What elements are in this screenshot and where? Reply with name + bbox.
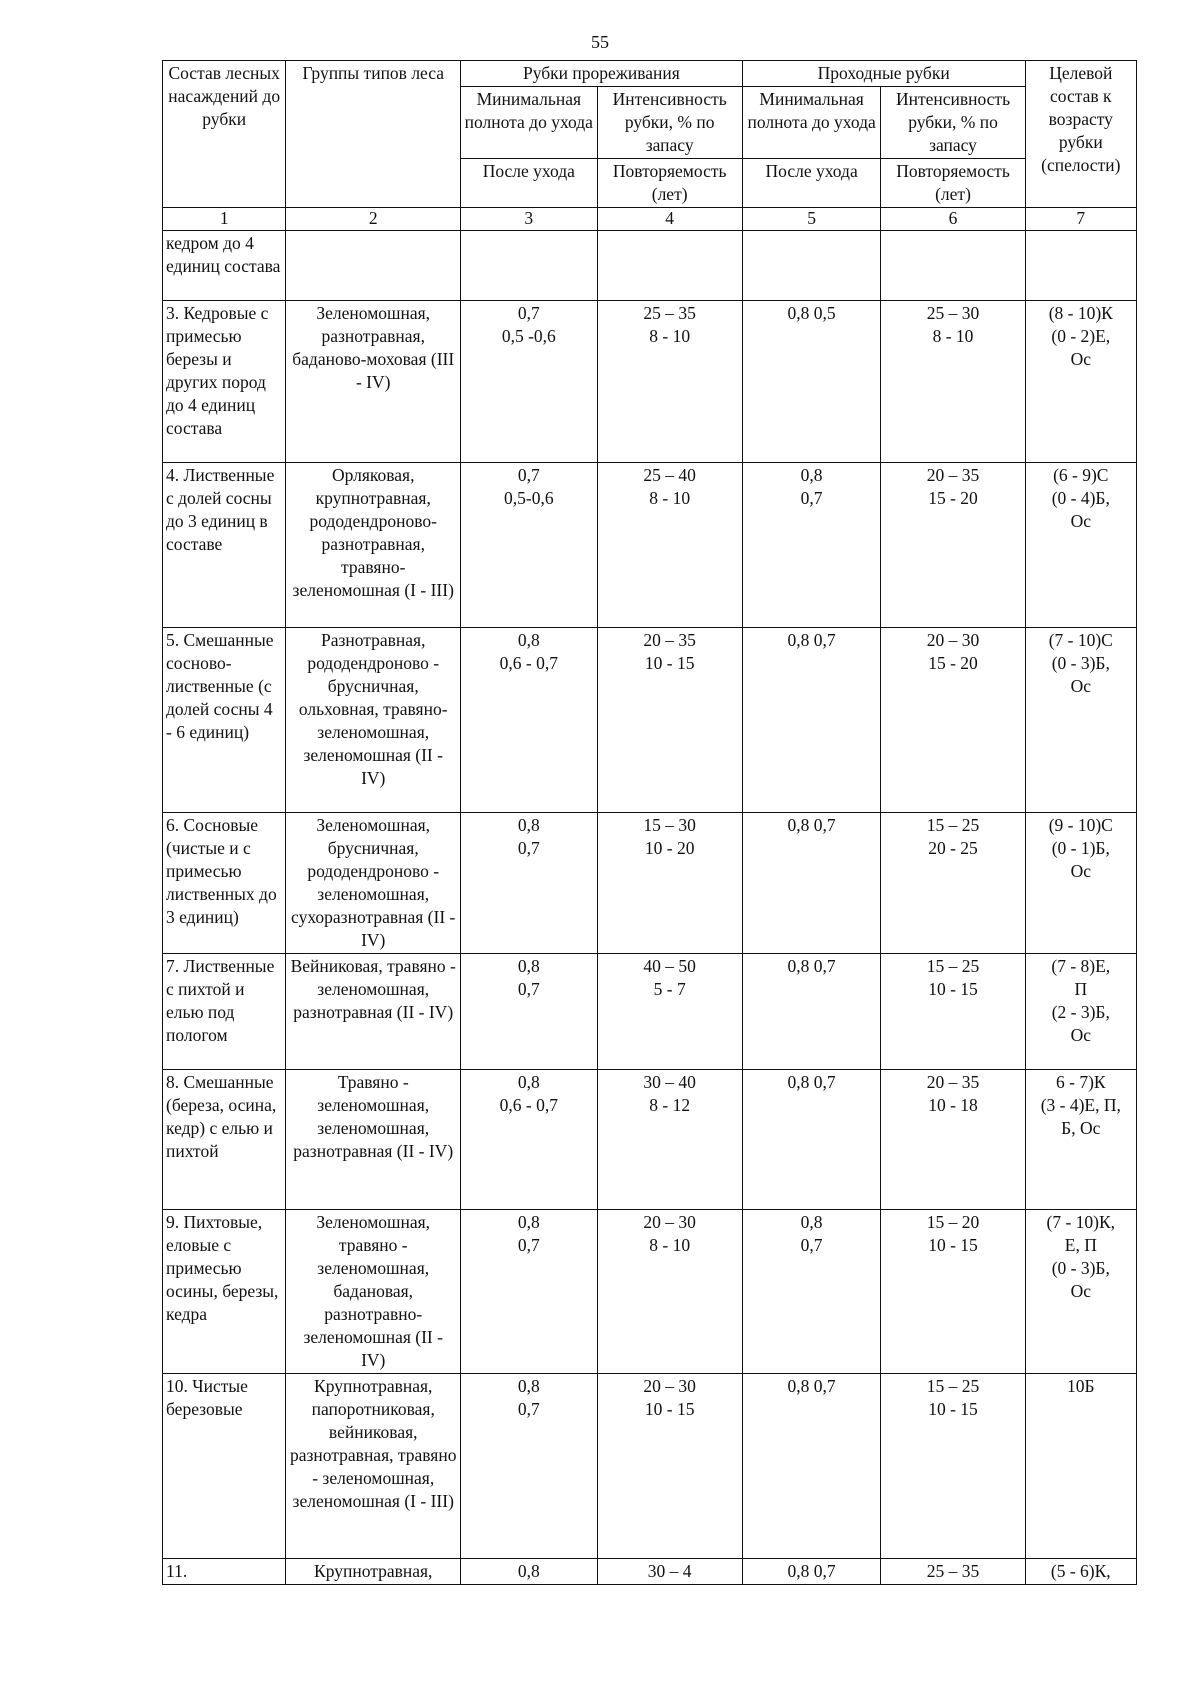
passing-min-density-cell: 0,8 0,5 <box>742 301 881 463</box>
forest-groups-cell: Травяно - зеленомошная, зеленомошная, разнотравная (II - IV) <box>286 1070 461 1210</box>
intensity-cell: 25 – 40 8 - 10 <box>597 463 742 628</box>
intensity-cell: 20 – 30 8 - 10 <box>597 1210 742 1374</box>
forest-care-table <box>162 60 1137 1585</box>
passing-intensity-cell: 20 – 35 15 - 20 <box>881 463 1025 628</box>
header-repeat: Повторяемость (лет) <box>881 159 1025 208</box>
column-number: 1 <box>163 208 286 231</box>
column-number: 4 <box>597 208 742 231</box>
passing-intensity-cell: 25 – 30 8 - 10 <box>881 301 1025 463</box>
min-density-cell: 0,8 0,6 - 0,7 <box>461 628 597 813</box>
table-row <box>163 954 1137 1070</box>
passing-min-density-cell: 0,8 0,7 <box>742 1070 881 1210</box>
passing-intensity-cell: 15 – 25 20 - 25 <box>881 813 1025 954</box>
forest-groups-cell: Разнотравная, рододендроново - брусничная, ольховная, травяно-зеленомошная, зеленомошная (II - IV) <box>286 628 461 813</box>
passing-intensity-cell: 15 – 25 10 - 15 <box>881 954 1025 1070</box>
header-after-care: После ухода <box>461 159 597 208</box>
passing-intensity-cell: 20 – 30 15 - 20 <box>881 628 1025 813</box>
target-composition-cell: (5 - 6)К, <box>1025 1559 1136 1585</box>
column-number: 3 <box>461 208 597 231</box>
passing-min-density-cell: 0,8 0,7 <box>742 628 881 813</box>
min-density-cell <box>461 231 597 301</box>
table-row <box>163 813 1137 954</box>
header-row-1 <box>163 61 1137 87</box>
header-intensity: Интенсивность рубки, % по запасу <box>597 87 742 159</box>
min-density-cell: 0,8 0,7 <box>461 813 597 954</box>
passing-intensity-cell <box>881 231 1025 301</box>
target-composition-cell: (7 - 10)С (0 - 3)Б, Ос <box>1025 628 1136 813</box>
table-row <box>163 1070 1137 1210</box>
intensity-cell: 15 – 30 10 - 20 <box>597 813 742 954</box>
forest-groups-cell: Зеленомошная, травяно - зеленомошная, бадановая, разнотравно-зеленомошная (II - IV) <box>286 1210 461 1374</box>
column-number: 5 <box>742 208 881 231</box>
table-row <box>163 1210 1137 1374</box>
header-min-density: Минимальная полнота до ухода <box>742 87 881 159</box>
table-row <box>163 463 1137 628</box>
table-row <box>163 1559 1137 1585</box>
forest-groups-cell: Крупнотравная, папоротниковая, вейниковая, разнотравная, травяно - зеленомошная, зеленомошная (I - III) <box>286 1374 461 1559</box>
table-row <box>163 301 1137 463</box>
passing-min-density-cell: 0,8 0,7 <box>742 1210 881 1374</box>
composition-cell: 3. Кедровые с примесью березы и других пород до 4 единиц состава <box>163 301 286 463</box>
header-thinning: Рубки прореживания <box>461 61 743 87</box>
target-composition-cell: 6 - 7)К (3 - 4)Е, П, Б, Ос <box>1025 1070 1136 1210</box>
column-number: 7 <box>1025 208 1136 231</box>
header-repeat: Повторяемость (лет) <box>597 159 742 208</box>
composition-cell: 9. Пихтовые, еловые с примесью осины, березы, кедра <box>163 1210 286 1374</box>
target-composition-cell: (7 - 8)Е, П (2 - 3)Б, Ос <box>1025 954 1136 1070</box>
composition-cell: 4. Лиственные с долей сосны до 3 единиц в составе <box>163 463 286 628</box>
page-number: 55 <box>591 32 609 52</box>
target-composition-cell: (9 - 10)С (0 - 1)Б, Ос <box>1025 813 1136 954</box>
composition-cell: 7. Лиственные с пихтой и елью под пологом <box>163 954 286 1070</box>
table-row <box>163 628 1137 813</box>
target-composition-cell: (6 - 9)С (0 - 4)Б, Ос <box>1025 463 1136 628</box>
min-density-cell: 0,8 0,7 <box>461 1210 597 1374</box>
intensity-cell: 30 – 40 8 - 12 <box>597 1070 742 1210</box>
header-forest-groups: Группы типов леса <box>286 61 461 208</box>
min-density-cell: 0,8 0,6 - 0,7 <box>461 1070 597 1210</box>
column-number-row <box>163 208 1137 231</box>
column-number: 2 <box>286 208 461 231</box>
intensity-cell: 30 – 4 <box>597 1559 742 1585</box>
passing-min-density-cell: 0,8 0,7 <box>742 813 881 954</box>
passing-min-density-cell <box>742 231 881 301</box>
composition-cell: кедром до 4 единиц состава <box>163 231 286 301</box>
forest-groups-cell: Орляковая, крупнотравная, рододендроново-разнотравная, травяно-зеленомошная (I - III) <box>286 463 461 628</box>
header-composition: Состав лесных насаждений до рубки <box>163 61 286 208</box>
header-passing-cuts: Проходные рубки <box>742 61 1025 87</box>
composition-cell: 11. <box>163 1559 286 1585</box>
composition-cell: 5. Смешанные сосново-лиственные (с долей сосны 4 - 6 единиц) <box>163 628 286 813</box>
passing-min-density-cell: 0,8 0,7 <box>742 463 881 628</box>
passing-min-density-cell: 0,8 0,7 <box>742 1559 881 1585</box>
composition-cell: 6. Сосновые (чистые и с примесью лиственных до 3 единиц) <box>163 813 286 954</box>
min-density-cell: 0,7 0,5-0,6 <box>461 463 597 628</box>
target-composition-cell <box>1025 231 1136 301</box>
forest-groups-cell: Зеленомошная, брусничная, рододендроново - зеленомошная, сухоразнотравная (II - IV) <box>286 813 461 954</box>
forest-groups-cell <box>286 231 461 301</box>
forest-groups-cell: Крупнотравная, <box>286 1559 461 1585</box>
composition-cell: 8. Смешанные (береза, осина, кедр) с елью и пихтой <box>163 1070 286 1210</box>
intensity-cell: 20 – 35 10 - 15 <box>597 628 742 813</box>
target-composition-cell: 10Б <box>1025 1374 1136 1559</box>
header-min-density: Минимальная полнота до ухода <box>461 87 597 159</box>
composition-cell: 10. Чистые березовые <box>163 1374 286 1559</box>
min-density-cell: 0,8 0,7 <box>461 954 597 1070</box>
target-composition-cell: (8 - 10)К (0 - 2)Е, Ос <box>1025 301 1136 463</box>
intensity-cell: 20 – 30 10 - 15 <box>597 1374 742 1559</box>
passing-min-density-cell: 0,8 0,7 <box>742 954 881 1070</box>
intensity-cell: 40 – 50 5 - 7 <box>597 954 742 1070</box>
target-composition-cell: (7 - 10)К, Е, П (0 - 3)Б, Ос <box>1025 1210 1136 1374</box>
passing-intensity-cell: 15 – 25 10 - 15 <box>881 1374 1025 1559</box>
passing-intensity-cell: 15 – 20 10 - 15 <box>881 1210 1025 1374</box>
min-density-cell: 0,8 0,7 <box>461 1374 597 1559</box>
forest-groups-cell: Вейниковая, травяно - зеленомошная, разнотравная (II - IV) <box>286 954 461 1070</box>
header-target: Целевой состав к возрасту рубки (спелости) <box>1025 61 1136 208</box>
intensity-cell <box>597 231 742 301</box>
intensity-cell: 25 – 35 8 - 10 <box>597 301 742 463</box>
table-row <box>163 231 1137 301</box>
passing-min-density-cell: 0,8 0,7 <box>742 1374 881 1559</box>
min-density-cell: 0,7 0,5 -0,6 <box>461 301 597 463</box>
column-number: 6 <box>881 208 1025 231</box>
header-intensity: Интенсивность рубки, % по запасу <box>881 87 1025 159</box>
passing-intensity-cell: 25 – 35 <box>881 1559 1025 1585</box>
min-density-cell: 0,8 <box>461 1559 597 1585</box>
passing-intensity-cell: 20 – 35 10 - 18 <box>881 1070 1025 1210</box>
table-body <box>163 231 1137 1585</box>
forest-groups-cell: Зеленомошная, разнотравная, баданово-моховая (III - IV) <box>286 301 461 463</box>
header-after-care: После ухода <box>742 159 881 208</box>
table-row <box>163 1374 1137 1559</box>
